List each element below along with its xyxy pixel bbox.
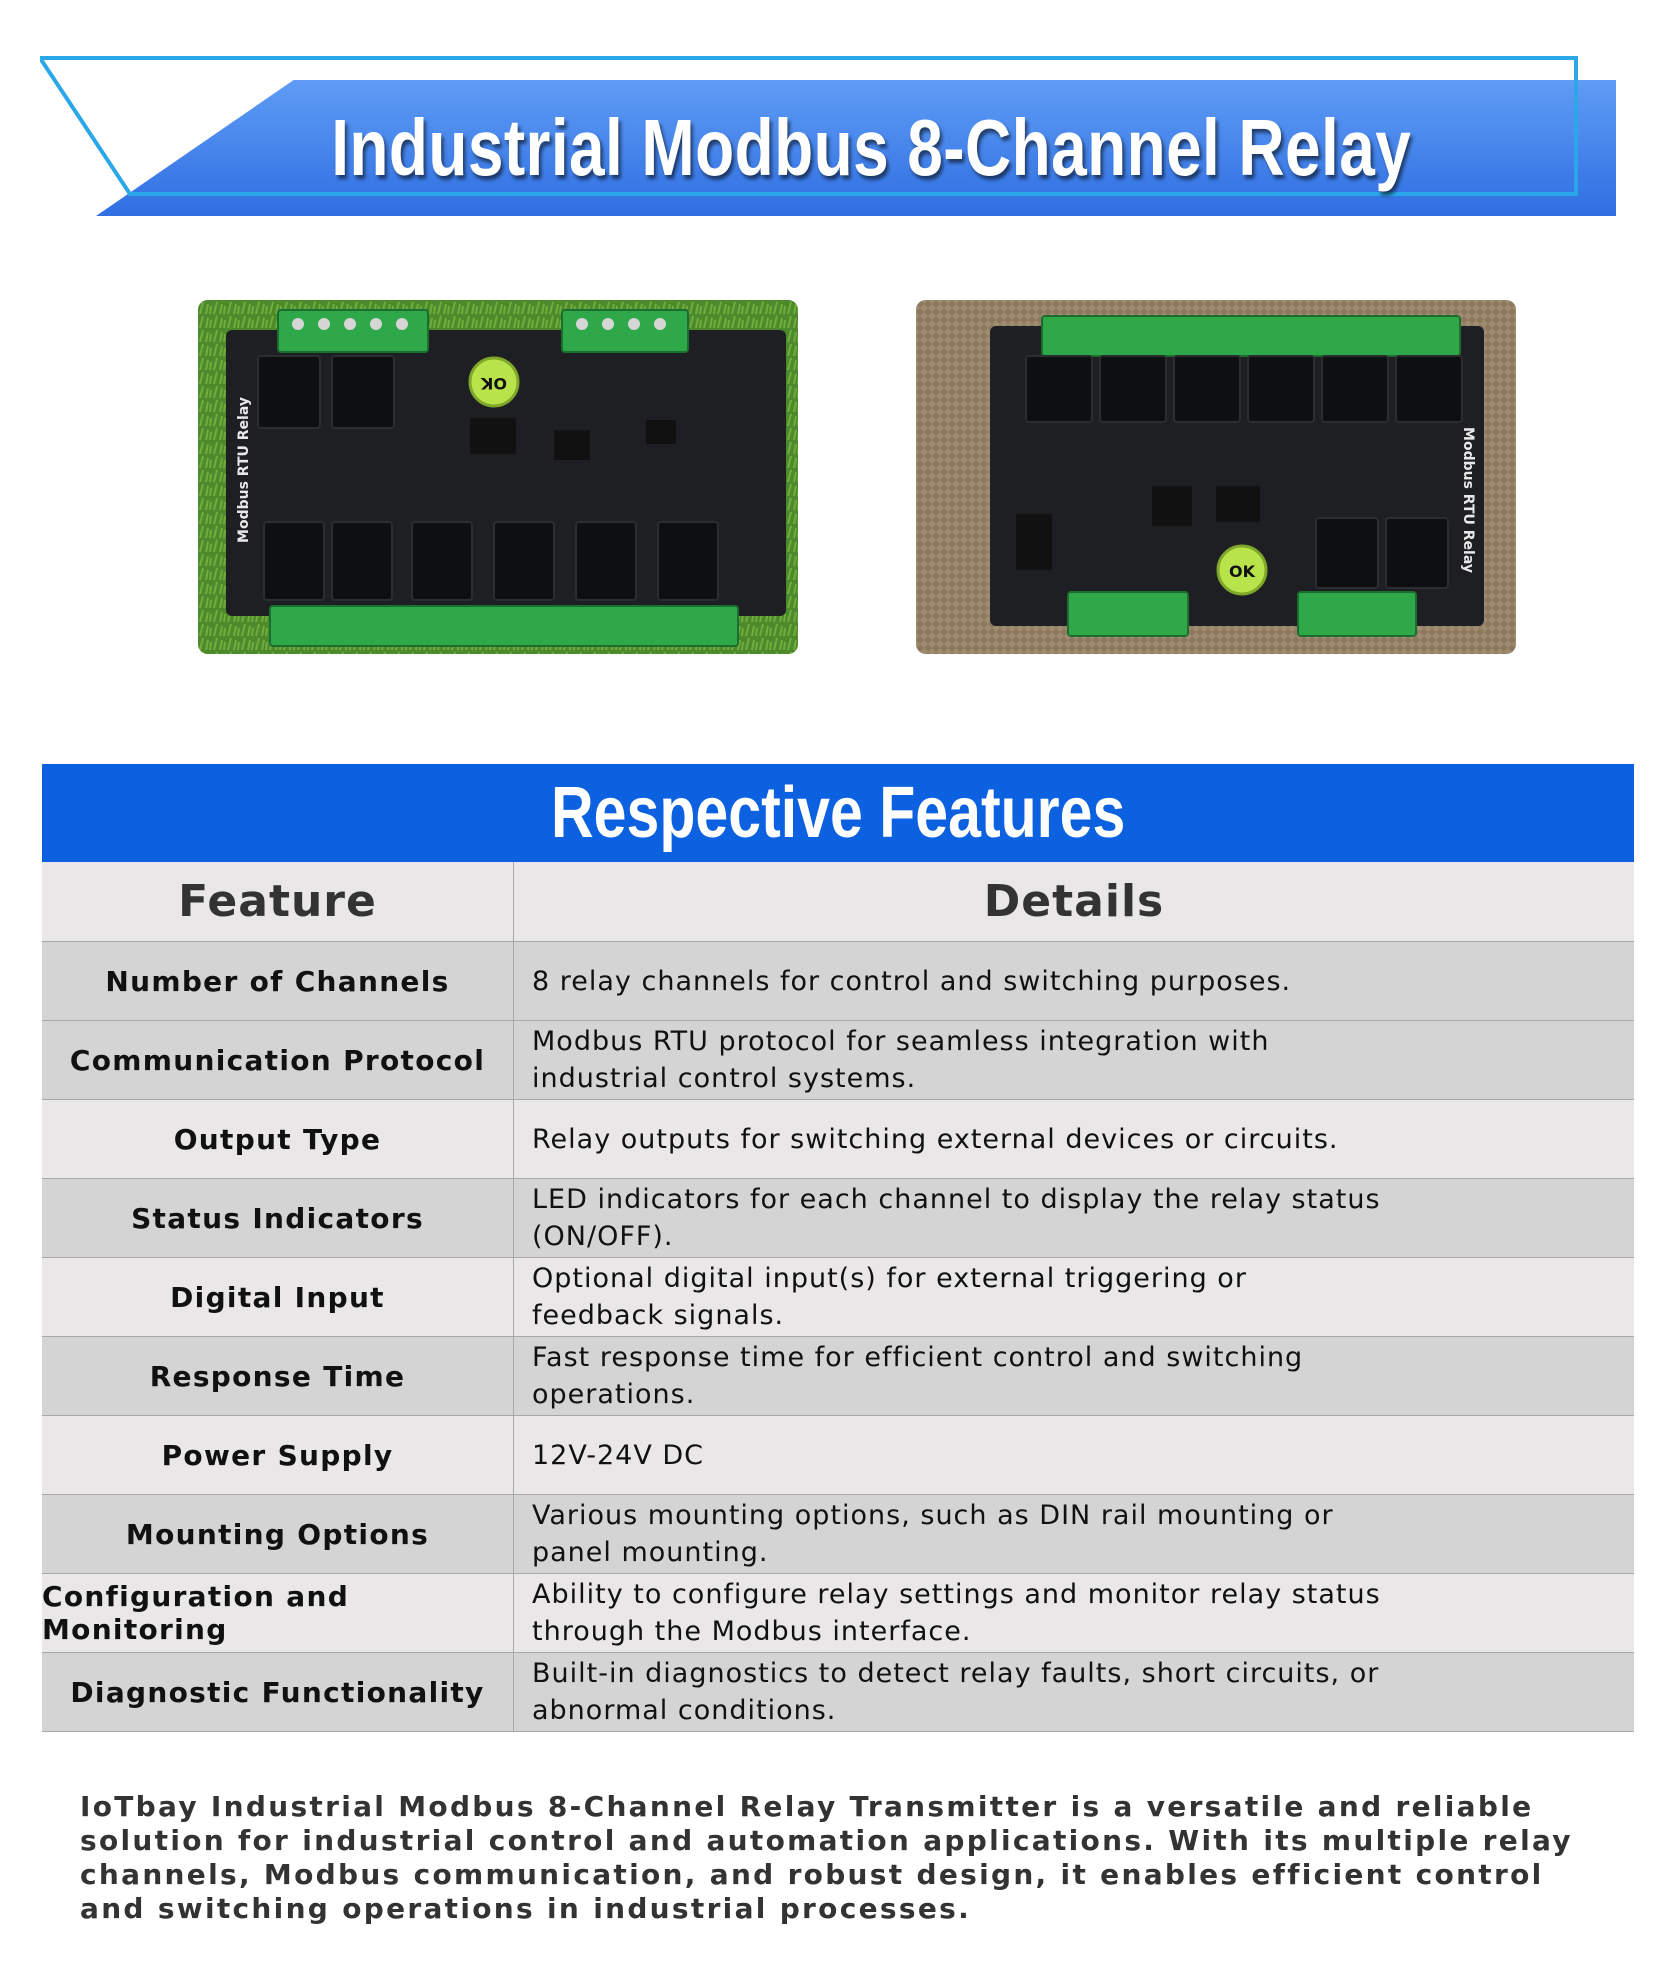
- left-board-label: Modbus RTU Relay: [236, 397, 252, 543]
- feature-details: LED indicators for each channel to display the relay status (ON/OFF).: [532, 1184, 1381, 1252]
- feature-details: Modbus RTU protocol for seamless integration with industrial control systems.: [532, 1026, 1270, 1094]
- feature-details: 12V-24V DC: [532, 1439, 705, 1471]
- feature-name: Output Type: [42, 1100, 514, 1178]
- feature-name: Diagnostic Functionality: [42, 1653, 514, 1731]
- table-row: [42, 1179, 1634, 1258]
- right-badge: OK: [1229, 562, 1255, 581]
- table-header-row: [42, 862, 1634, 942]
- table-row: [42, 1416, 1634, 1495]
- features-heading: Respective Features: [550, 773, 1126, 853]
- feature-details: Various mounting options, such as DIN rail mounting or panel mounting.: [532, 1500, 1334, 1568]
- feature-details: Optional digital input(s) for external triggering or feedback signals.: [532, 1263, 1247, 1331]
- table-row: [42, 1021, 1634, 1100]
- right-board-label: Modbus RTU Relay: [1460, 427, 1476, 573]
- table-row: [42, 1100, 1634, 1179]
- feature-name: Response Time: [42, 1337, 514, 1415]
- column-header-details: Details: [983, 876, 1165, 927]
- table-row: [42, 1337, 1634, 1416]
- table-row: [42, 1495, 1634, 1574]
- feature-details: 8 relay channels for control and switching purposes.: [532, 965, 1292, 997]
- product-description: IoTbay Industrial Modbus 8-Channel Relay Transmitter is a versatile and reliable solution for industrial control and automation applications. With its multiple relay channels, Modbus communication, and robust design, it enables efficient control and switching operations in industrial processes.: [80, 1790, 1573, 1925]
- feature-name: Number of Channels: [42, 942, 514, 1020]
- feature-details: Fast response time for efficient control and switching operations.: [532, 1342, 1304, 1410]
- page-title: Industrial Modbus 8-Channel Relay: [331, 103, 1412, 192]
- features-table: [42, 862, 1634, 1732]
- features-heading-bar: [42, 764, 1634, 862]
- feature-details: Built-in diagnostics to detect relay faults, short circuits, or abnormal conditions.: [532, 1658, 1380, 1726]
- product-photo-left: [198, 300, 798, 654]
- product-photo-right: [916, 300, 1516, 654]
- table-row: [42, 1574, 1634, 1653]
- column-header-feature: Feature: [42, 862, 514, 941]
- feature-name: Configuration and Monitoring: [42, 1574, 514, 1652]
- left-badge: OK: [481, 374, 507, 393]
- table-row: [42, 1653, 1634, 1732]
- table-row: [42, 1258, 1634, 1337]
- feature-name: Status Indicators: [42, 1179, 514, 1257]
- feature-name: Digital Input: [42, 1258, 514, 1336]
- table-row: [42, 942, 1634, 1021]
- feature-details: Relay outputs for switching external devices or circuits.: [532, 1123, 1339, 1155]
- feature-name: Communication Protocol: [42, 1021, 514, 1099]
- feature-details: Ability to configure relay settings and monitor relay status through the Modbus interface.: [532, 1579, 1381, 1647]
- feature-name: Mounting Options: [42, 1495, 514, 1573]
- feature-name: Power Supply: [42, 1416, 514, 1494]
